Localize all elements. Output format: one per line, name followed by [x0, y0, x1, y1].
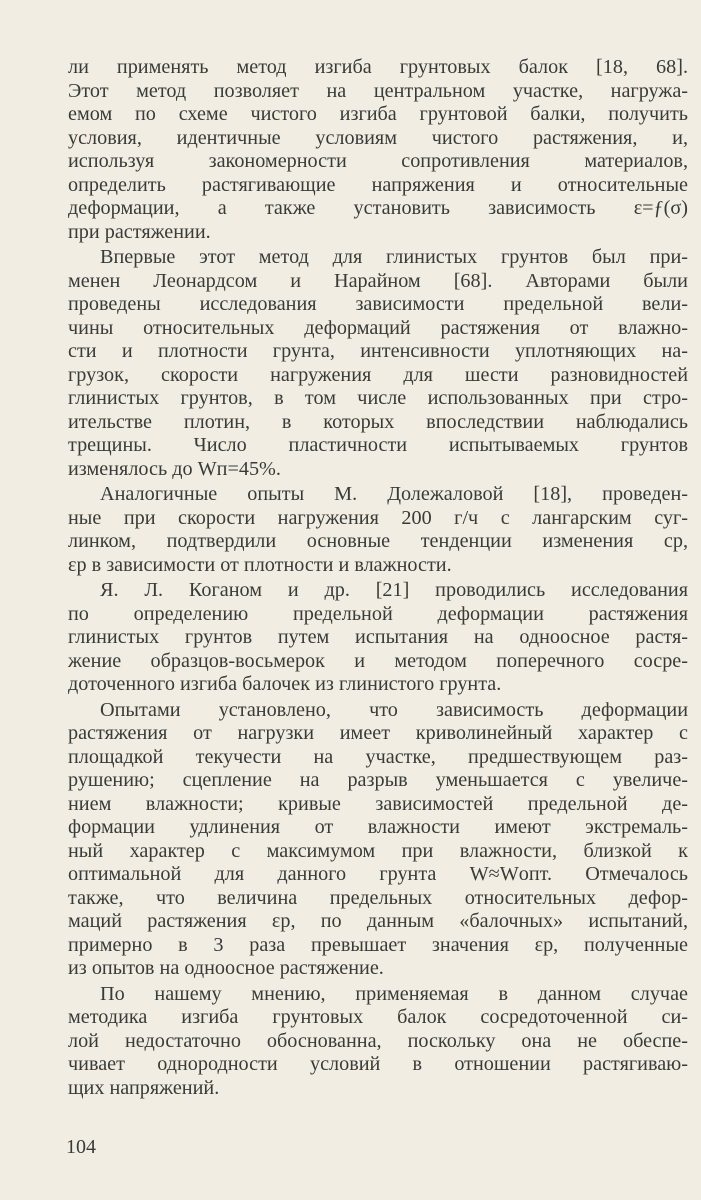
paragraph-4: [68, 579, 688, 697]
text-line: Я. Л. Коганом и др. [21] проводились исследования: [100, 579, 688, 601]
text-line: чины относительных деформаций растяжения от влажно-: [68, 316, 688, 339]
text-line: условия, идентичные условиям чистого растяжения, и,: [68, 126, 688, 149]
paragraph-1: [68, 56, 688, 244]
text-line: деформации, а также установить зависимость ε=ƒ(σ): [68, 197, 688, 219]
text-line: также, что величина предельных относительных дефор-: [68, 886, 688, 909]
text-line: растяжения от нагрузки имеет криволинейный характер с: [68, 722, 688, 744]
text-line: формации удлинения от влажности имеют экстремаль-: [68, 816, 688, 838]
text-line: εр в зависимости от плотности и влажности.: [68, 553, 452, 576]
text-line: определить растягивающие напряжения и относительные: [68, 173, 688, 196]
text-line: ительстве плотин, в которых впоследствии наблюдались: [68, 410, 688, 433]
text-line: площадкой текучести на участке, предшествующем раз-: [68, 745, 688, 768]
paragraph-6: [68, 983, 688, 1101]
text-line: Опытами установлено, что зависимость деформации: [100, 698, 688, 721]
text-line: линком, подтвердили основные тенденции изменения cр,: [68, 530, 688, 552]
text-line: По нашему мнению, применяемая в данном случае: [100, 982, 688, 1005]
text-line: рушению; сцепление на разрыв уменьшается с увеличе-: [68, 769, 688, 791]
text-line: проведены исследования зависимости предельной вели-: [68, 293, 688, 315]
text-line: менен Леонардсом и Нарайном [68]. Авторами были: [68, 269, 688, 292]
text-line: ный характер с максимумом при влажности, близкой к: [68, 839, 688, 862]
paragraph-3: [68, 483, 688, 577]
text-line: оптимальной для данного грунта W≈Wопт. Отмечалось: [68, 863, 688, 885]
paragraph-5: [68, 699, 688, 981]
page-body: [68, 56, 688, 1102]
text-line: маций растяжения εр, по данным «балочных» испытаний,: [68, 910, 688, 932]
text-line: сти и плотности грунта, интенсивности уплотняющих на-: [68, 340, 688, 362]
text-line: по определению предельной деформации растяжения: [68, 602, 688, 625]
text-line: изменялось до Wп=45%.: [68, 457, 281, 480]
paragraph-2: [68, 246, 688, 481]
text-line: нием влажности; кривые зависимостей предельной де-: [68, 792, 688, 815]
text-line: доточенного изгиба балочек из глинистого грунта.: [68, 673, 502, 695]
text-line: Этот метод позволяет на центральном участке, нагружа-: [68, 79, 688, 102]
text-line: грузок, скорости нагружения для шести разновидностей: [68, 363, 688, 386]
text-line: глинистых грунтов, в том числе использованных при стро-: [68, 387, 688, 409]
text-line: глинистых грунтов путем испытания на одноосное растя-: [68, 626, 688, 648]
text-line: щих напряжений.: [68, 1076, 220, 1099]
page-number: 104: [66, 1136, 96, 1158]
text-line: чивает однородности условий в отношении растягиваю-: [68, 1053, 688, 1075]
text-line: ли применять метод изгиба грунтовых балок [18, 68].: [68, 56, 688, 78]
text-line: трещины. Число пластичности испытываемых грунтов: [68, 434, 688, 456]
text-line: из опытов на одноосное растяжение.: [68, 957, 384, 979]
text-line: при растяжении.: [68, 220, 211, 243]
text-line: используя закономерности сопротивления материалов,: [68, 150, 688, 172]
text-line: лой недостаточно обоснованна, поскольку она не обеспе-: [68, 1029, 688, 1052]
text-line: примерно в 3 раза превышает значения εр, полученные: [68, 933, 688, 956]
text-line: ные при скорости нагружения 200 г/ч с лангарским суг-: [68, 506, 688, 529]
text-line: Аналогичные опыты М. Долежаловой [18], проведен-: [100, 483, 688, 505]
text-line: емом по схеме чистого изгиба грунтовой балки, получить: [68, 103, 688, 125]
text-line: Впервые этот метод для глинистых грунтов был при-: [100, 246, 688, 268]
text-line: жение образцов-восьмерок и методом поперечного сосре-: [68, 649, 688, 672]
text-line: методика изгиба грунтовых балок сосредоточенной си-: [68, 1006, 688, 1028]
